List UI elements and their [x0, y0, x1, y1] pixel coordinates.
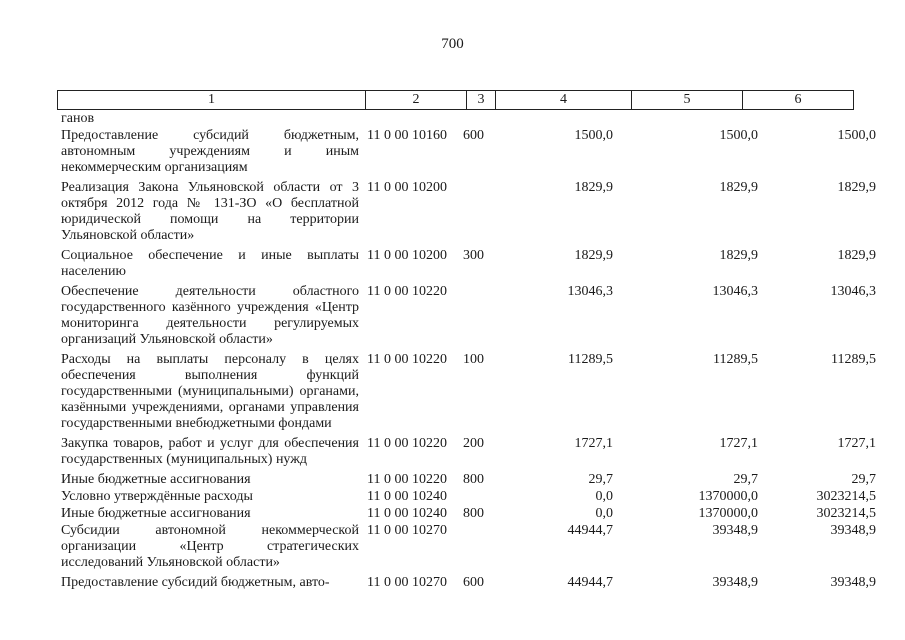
row-name: Расходы на выплаты персоналу в целях обеспечения выполнения функций государственными (муниципальными) органами, казёнными учреждениями, органами управления государственными внебюджетными фондами	[61, 352, 359, 431]
row-value-col4: 1829,9	[574, 248, 613, 263]
row-value-col6: 3023214,5	[816, 489, 876, 504]
row-value-col4: 1727,1	[574, 436, 613, 451]
row-value-col5: 29,7	[733, 472, 758, 487]
row-value-col6	[766, 111, 884, 128]
row-value-col5	[618, 111, 766, 128]
row-value-col4: 0,0	[595, 506, 613, 521]
page-number: 700	[441, 36, 464, 52]
row-type	[463, 523, 493, 575]
row-code: 11 0 00 10270	[367, 575, 447, 590]
column-header-1: 1	[58, 91, 366, 110]
row-type	[463, 180, 493, 248]
row-name: Закупка товаров, работ и услуг для обеспечения государственных (муниципальных) нужд	[61, 436, 359, 467]
column-header-2: 2	[366, 91, 467, 110]
row-code: 11 0 00 10220	[367, 352, 447, 367]
budget-table	[61, 111, 884, 595]
row-type	[463, 284, 493, 352]
row-type: 300	[463, 248, 484, 263]
table-row	[61, 523, 884, 575]
column-header-3: 3	[467, 91, 496, 110]
row-code: 11 0 00 10240	[367, 506, 447, 521]
row-name: Предоставление субсидий бюджетным, авто-	[61, 575, 330, 590]
row-type	[463, 489, 493, 506]
row-code: 11 0 00 10270	[367, 523, 447, 538]
row-name: Иные бюджетные ассигнования	[61, 472, 251, 487]
table-row	[61, 284, 884, 352]
row-value-col6: 29,7	[851, 472, 876, 487]
row-value-col5: 11289,5	[713, 352, 758, 367]
column-header-5: 5	[632, 91, 743, 110]
row-type: 600	[463, 575, 484, 590]
row-code: 11 0 00 10220	[367, 472, 447, 487]
row-name: ганов	[61, 111, 95, 126]
row-value-col5: 1500,0	[719, 128, 758, 143]
row-value-col6: 11289,5	[831, 352, 876, 367]
table-row	[61, 128, 884, 180]
row-code: 11 0 00 10240	[367, 489, 447, 504]
row-type: 100	[463, 352, 484, 367]
row-value-col5: 13046,3	[712, 284, 758, 299]
row-value-col6: 39348,9	[830, 575, 876, 590]
row-value-col4: 0,0	[595, 489, 613, 504]
table-row	[61, 506, 884, 523]
row-value-col4: 11289,5	[568, 352, 613, 367]
row-value-col5: 39348,9	[712, 523, 758, 538]
row-value-col4: 1500,0	[574, 128, 613, 143]
row-value-col6: 13046,3	[830, 284, 876, 299]
row-value-col6: 1829,9	[837, 248, 876, 263]
row-type: 600	[463, 128, 484, 143]
row-value-col4	[493, 111, 618, 128]
row-code: 11 0 00 10220	[367, 284, 447, 299]
row-value-col6: 3023214,5	[816, 506, 876, 521]
row-value-col4: 44944,7	[567, 523, 613, 538]
row-code: 11 0 00 10220	[367, 436, 447, 451]
row-code	[367, 111, 463, 128]
row-value-col4: 1829,9	[574, 180, 613, 195]
table-row	[61, 472, 884, 489]
table-row	[61, 248, 884, 284]
table-row	[61, 489, 884, 506]
row-name: Реализация Закона Ульяновской области от 3 октября 2012 года № 131-ЗО «О бесплатной юридической помощи на территории Ульяновской области»	[61, 180, 359, 243]
row-type	[463, 111, 493, 128]
row-value-col5: 1829,9	[719, 180, 758, 195]
row-value-col4: 29,7	[588, 472, 613, 487]
row-value-col6: 1727,1	[837, 436, 876, 451]
row-type: 800	[463, 472, 484, 487]
row-type: 200	[463, 436, 484, 451]
column-header-4: 4	[496, 91, 632, 110]
row-name: Условно утверждённые расходы	[61, 489, 253, 504]
row-value-col6: 1500,0	[837, 128, 876, 143]
row-name: Социальное обеспечение и иные выплаты населению	[61, 248, 359, 279]
row-name: Иные бюджетные ассигнования	[61, 506, 251, 521]
row-value-col6: 1829,9	[837, 180, 876, 195]
row-value-col5: 1370000,0	[698, 489, 758, 504]
table-row	[61, 436, 884, 472]
column-header-table	[57, 90, 854, 110]
row-code: 11 0 00 10160	[367, 128, 447, 143]
row-value-col6: 39348,9	[830, 523, 876, 538]
row-name: Предоставление субсидий бюджетным, автономным учреждениям и иным некоммерческим организациям	[61, 128, 359, 175]
table-row	[61, 352, 884, 436]
table-row	[61, 575, 884, 595]
table-row	[61, 111, 884, 128]
row-name: Обеспечение деятельности областного государственного казённого учреждения «Центр мониторинга деятельности регулируемых организаций Ульяновской области»	[61, 284, 359, 347]
column-header-6: 6	[743, 91, 854, 110]
row-value-col5: 1727,1	[719, 436, 758, 451]
row-code: 11 0 00 10200	[367, 180, 447, 195]
row-value-col4: 13046,3	[567, 284, 613, 299]
row-code: 11 0 00 10200	[367, 248, 447, 263]
row-value-col5: 39348,9	[712, 575, 758, 590]
row-name: Субсидии автономной некоммерческой организации «Центр стратегических исследований Ульяновской области»	[61, 523, 359, 570]
row-type: 800	[463, 506, 484, 521]
table-row	[61, 180, 884, 248]
row-value-col4: 44944,7	[567, 575, 613, 590]
column-header-row	[58, 91, 854, 110]
row-value-col5: 1370000,0	[698, 506, 758, 521]
row-value-col5: 1829,9	[719, 248, 758, 263]
